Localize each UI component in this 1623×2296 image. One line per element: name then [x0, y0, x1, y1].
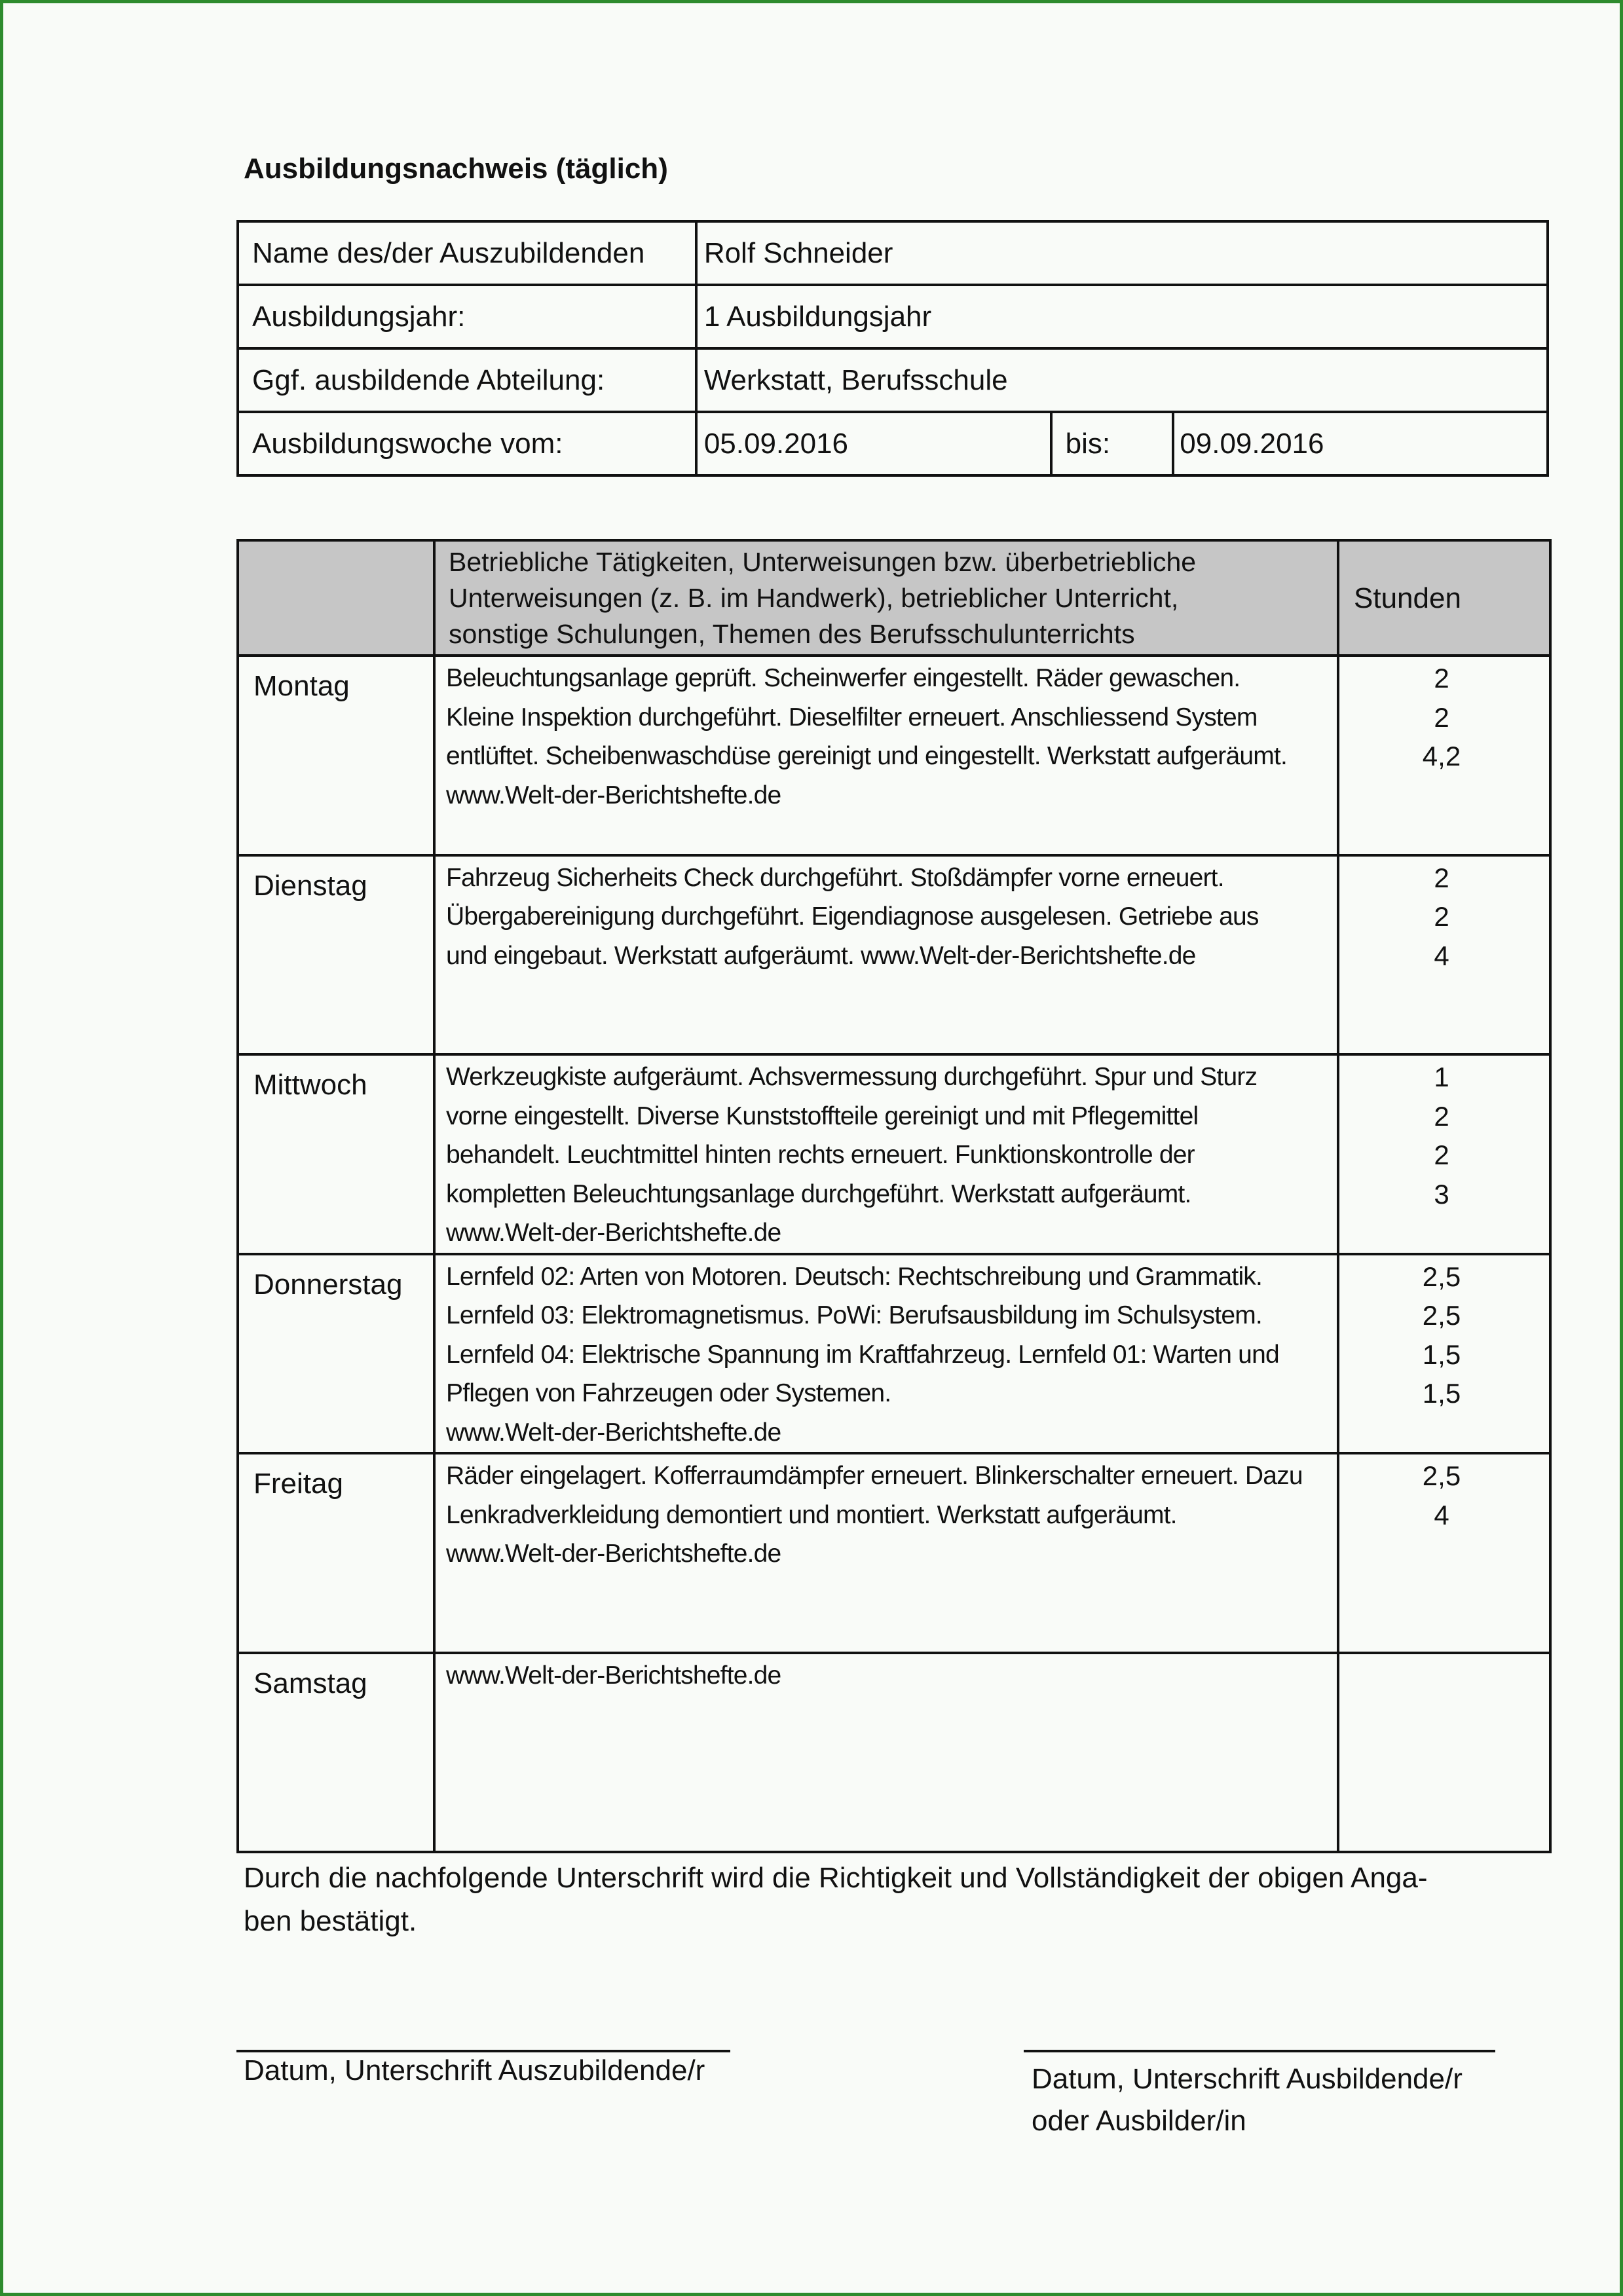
info-table: [236, 220, 1549, 477]
activity-line: [446, 1812, 1330, 1851]
hours-cell: [1338, 1453, 1550, 1653]
hours-value: [1339, 1014, 1549, 1054]
activity-line: Lernfeld 04: Elektrische Spannung im Kraftfahrzeug. Lernfeld 01: Warten und: [446, 1340, 1279, 1369]
activity-line: Fahrzeug Sicherheits Check durchgeführt. Stoßdämpfer vorne erneuert.: [446, 863, 1224, 892]
hours-value: 4: [1434, 1499, 1449, 1530]
name-value: Rolf Schneider: [696, 221, 1548, 285]
activity-description: [434, 1254, 1338, 1454]
activity-line: [446, 1574, 1330, 1613]
activity-line: [446, 815, 1330, 854]
trainer-signature-line2: oder Ausbilder/in: [1032, 2105, 1246, 2137]
week-label: Ausbildungswoche vom:: [238, 412, 696, 475]
day-name: Montag: [238, 656, 434, 855]
hours-cell: [1338, 1254, 1550, 1454]
day-row-dienstag: [238, 855, 1550, 1055]
hours-value: 2: [1434, 901, 1449, 932]
activity-line: www.Welt-der-Berichtshefte.de: [446, 1540, 781, 1568]
document-title: Ausbildungsnachweis (täglich): [244, 153, 668, 185]
hours-value: [1339, 1213, 1549, 1253]
info-row-department: [238, 348, 1548, 412]
activity-line: [446, 1773, 1330, 1812]
activity-line: www.Welt-der-Berichtshefte.de: [446, 1661, 781, 1690]
activity-line: Lenkradverkleidung demontiert und montiert. Werkstatt aufgeräumt.: [446, 1500, 1177, 1529]
activity-header-line: Betriebliche Tätigkeiten, Unterweisungen bzw. überbetriebliche: [449, 546, 1197, 577]
hours-value: [1339, 975, 1549, 1014]
activity-line: www.Welt-der-Berichtshefte.de: [446, 1219, 781, 1247]
activity-line: Werkzeugkiste aufgeräumt. Achsvermessung durchgeführt. Spur und Sturz: [446, 1063, 1258, 1091]
day-name: Donnerstag: [238, 1254, 434, 1454]
confirmation-text: [244, 1857, 1488, 1943]
activity-line: www.Welt-der-Berichtshefte.de: [446, 1418, 781, 1447]
activity-description: [434, 1453, 1338, 1653]
activity-line: Räder eingelagert. Kofferraumdämpfer erneuert. Blinkerschalter erneuert. Dazu: [446, 1462, 1303, 1490]
day-row-mittwoch: [238, 1054, 1550, 1254]
hours-value: [1339, 1612, 1549, 1652]
hours-value: [1339, 1656, 1549, 1695]
activity-line: [446, 975, 1330, 1014]
hours-value: 2: [1434, 862, 1449, 893]
hours-value: [1339, 1812, 1549, 1851]
hours-value: 3: [1434, 1178, 1449, 1210]
day-rows: [238, 656, 1550, 1852]
trainee-signature-label: Datum, Unterschrift Auszubildende/r: [244, 2054, 705, 2086]
activity-line: Lernfeld 02: Arten von Motoren. Deutsch: Rechtschreibung und Grammatik.: [446, 1262, 1263, 1291]
activity-header-line: sonstige Schulungen, Themen des Berufsschulunterrichts: [449, 618, 1135, 649]
activity-description: [434, 1054, 1338, 1254]
hours-value: [1339, 1773, 1549, 1812]
week-to-value: 09.09.2016: [1173, 412, 1548, 475]
hours-value: [1339, 1734, 1549, 1773]
activity-line: vorne eingestellt. Diverse Kunststoffteile gereinigt und mit Pflegemittel: [446, 1102, 1199, 1130]
hours-value: 2,5: [1422, 1300, 1461, 1331]
activity-line: Beleuchtungsanlage geprüft. Scheinwerfer eingestellt. Räder gewaschen.: [446, 664, 1241, 692]
trainer-signature-line1: Datum, Unterschrift Ausbildende/r: [1032, 2063, 1463, 2095]
activity-header-line: Unterweisungen (z. B. im Handwerk), betrieblicher Unterricht,: [449, 582, 1179, 613]
activity-line: [446, 1612, 1330, 1652]
activity-line: behandelt. Leuchtmittel hinten rechts erneuert. Funktionskontrolle der: [446, 1141, 1195, 1169]
hours-value: [1339, 815, 1549, 854]
confirmation-line: ben bestätigt.: [244, 1905, 417, 1937]
hours-value: [1339, 776, 1549, 815]
day-row-samstag: [238, 1653, 1550, 1853]
hours-cell: [1338, 1054, 1550, 1254]
hours-value: 4,2: [1422, 741, 1461, 771]
trainer-signature-label: [1032, 2058, 1463, 2142]
activity-line: [446, 1734, 1330, 1773]
activity-line: Pflegen von Fahrzeugen oder Systemen.: [446, 1379, 891, 1407]
day-row-freitag: [238, 1453, 1550, 1653]
activity-column-header: [434, 540, 1338, 656]
hours-value: 2: [1434, 701, 1449, 733]
hours-value: 2,5: [1422, 1261, 1461, 1292]
day-name: Dienstag: [238, 855, 434, 1055]
hours-value: 4: [1434, 940, 1449, 971]
hours-value: 1: [1434, 1062, 1449, 1092]
confirmation-line: Durch die nachfolgende Unterschrift wird die Richtigkeit und Vollständigkeit der obigen Anga-: [244, 1862, 1428, 1894]
hours-value: 2: [1434, 663, 1449, 694]
hours-value: [1339, 1534, 1549, 1574]
activity-line: [446, 1014, 1330, 1054]
hours-value: 2,5: [1422, 1460, 1461, 1491]
week-from-value: 05.09.2016: [696, 412, 1051, 475]
hours-cell: [1338, 656, 1550, 855]
day-name: Samstag: [238, 1653, 434, 1853]
activity-description: [434, 656, 1338, 855]
hours-value: [1339, 1574, 1549, 1613]
activity-line: [446, 1695, 1330, 1734]
day-column-header: [238, 540, 434, 656]
info-row-name: [238, 221, 1548, 285]
hours-cell: [1338, 855, 1550, 1055]
hours-value: [1339, 1695, 1549, 1734]
hours-value: 1,5: [1422, 1339, 1461, 1370]
hours-value: 2: [1434, 1139, 1449, 1170]
day-row-donnerstag: [238, 1254, 1550, 1454]
name-label: Name des/der Auszubildenden: [238, 221, 696, 285]
day-row-montag: [238, 656, 1550, 855]
activity-line: Lernfeld 03: Elektromagnetismus. PoWi: Berufsausbildung im Schulsystem.: [446, 1301, 1262, 1329]
hours-value: 2: [1434, 1100, 1449, 1132]
activity-line: kompletten Beleuchtungsanlage durchgeführt. Werkstatt aufgeräumt.: [446, 1179, 1191, 1208]
trainer-signature-line: [1024, 2050, 1495, 2052]
activity-table: [236, 539, 1552, 1853]
day-name: Freitag: [238, 1453, 434, 1653]
hours-column-header: Stunden: [1338, 540, 1550, 656]
hours-cell: [1338, 1653, 1550, 1853]
week-to-label: bis:: [1051, 412, 1174, 475]
hours-value: 1,5: [1422, 1378, 1461, 1409]
activity-description: [434, 1653, 1338, 1853]
info-row-week: [238, 412, 1548, 475]
activity-description: [434, 855, 1338, 1055]
activity-line: entlüftet. Scheibenwaschdüse gereinigt und eingestellt. Werkstatt aufgeräumt.: [446, 742, 1287, 770]
hours-value: [1339, 1413, 1549, 1453]
activity-line: Übergabereinigung durchgeführt. Eigendiagnose ausgelesen. Getriebe aus: [446, 902, 1259, 931]
department-label: Ggf. ausbildende Abteilung:: [238, 348, 696, 412]
department-value: Werkstatt, Berufsschule: [696, 348, 1548, 412]
info-row-year: [238, 285, 1548, 348]
year-value: 1 Ausbildungsjahr: [696, 285, 1548, 348]
activity-header-row: [238, 540, 1550, 656]
activity-line: und eingebaut. Werkstatt aufgeräumt. www.Welt-der-Berichtshefte.de: [446, 941, 1196, 970]
day-name: Mittwoch: [238, 1054, 434, 1254]
activity-line: Kleine Inspektion durchgeführt. Dieselfilter erneuert. Anschliessend System: [446, 703, 1258, 731]
year-label: Ausbildungsjahr:: [238, 285, 696, 348]
activity-line: www.Welt-der-Berichtshefte.de: [446, 781, 781, 809]
